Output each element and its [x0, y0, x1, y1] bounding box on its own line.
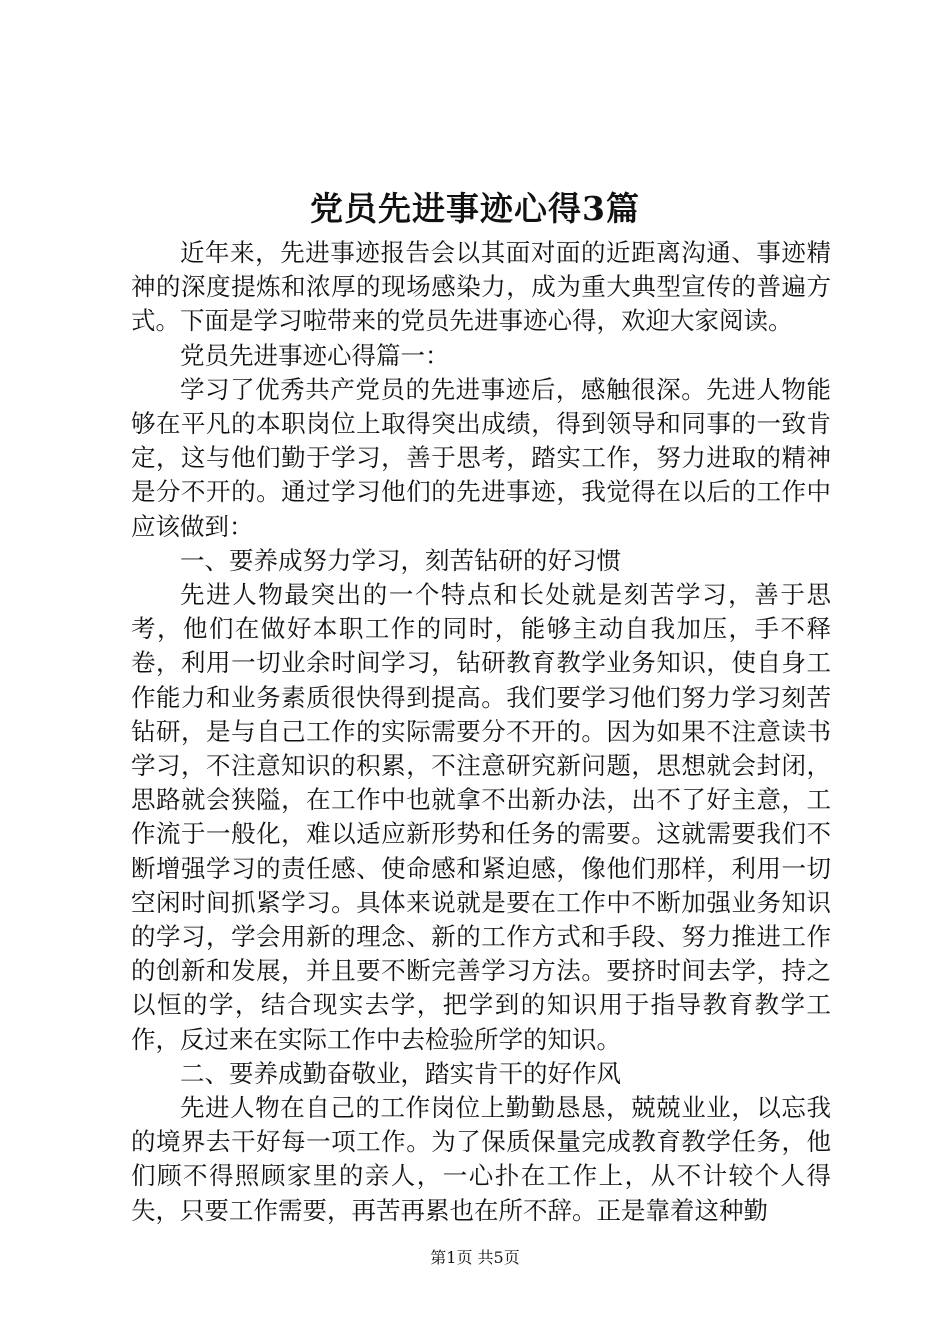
paragraph-work-style: 先进人物在自己的工作岗位上勤勤恳恳，兢兢业业，以忘我的境界去干好每一项工作。为了保质保量完成教育教学任务，他们顾不得照顾家里的亲人，一心扑在工作上，从不计较个人得失，只要工作需要，再苦再累也在所不辞。正是靠着这种勤	[131, 1093, 831, 1225]
paragraph-reflection: 学习了优秀共产党员的先进事迹后，感触很深。先进人物能够在平凡的本职岗位上取得突出成绩，得到领导和同事的一致肯定，这与他们勤于学习，善于思考，踏实工作，努力进取的精神是分不开的。通过学习他们的先进事迹，我觉得在以后的工作中应该做到：	[131, 374, 831, 541]
paragraph-section-heading: 党员先进事迹心得篇一：	[180, 340, 450, 370]
paragraph-heading-one: 一、要养成努力学习，刻苦钻研的好习惯	[180, 545, 621, 575]
paragraph-heading-two: 二、要养成勤奋敬业，踏实肯干的好作风	[180, 1058, 621, 1088]
paragraph-intro: 近年来，先进事迹报告会以其面对面的近距离沟通、事迹精神的深度提炼和浓厚的现场感染力，成为重大典型宣传的普遍方式。下面是学习啦带来的党员先进事迹心得，欢迎大家阅读。	[131, 238, 831, 336]
paragraph-study-habits: 先进人物最突出的一个特点和长处就是刻苦学习，善于思考，他们在做好本职工作的同时，能够主动自我加压，手不释卷，利用一切业余时间学习，钻研教育教学业务知识，使自身工作能力和业务素质很快得到提高。我们要学习他们努力学习刻苦钻研，是与自己工作的实际需要分不开的。因为如果不注意读书学习，不注意知识的积累，不注意研究新问题，思想就会封闭，思路就会狭隘，在工作中也就拿不出新办法，出不了好主意，工作流于一般化，难以适应新形势和任务的需要。这就需要我们不断增强学习的责任感、使命感和紧迫感，像他们那样，利用一切空闲时间抓紧学习。具体来说就是要在工作中不断加强业务知识的学习，学会用新的理念、新的工作方式和手段、努力推进工作的创新和发展，并且要不断完善学习方法。要挤时间去学，持之以恒的学，结合现实去学，把学到的知识用于指导教育教学工作，反过来在实际工作中去检验所学的知识。	[131, 580, 831, 1054]
document-body	[131, 236, 831, 1228]
document-title: 党员先进事迹心得3篇	[310, 189, 640, 228]
page-number: 第1页 共5页	[430, 1248, 520, 1267]
